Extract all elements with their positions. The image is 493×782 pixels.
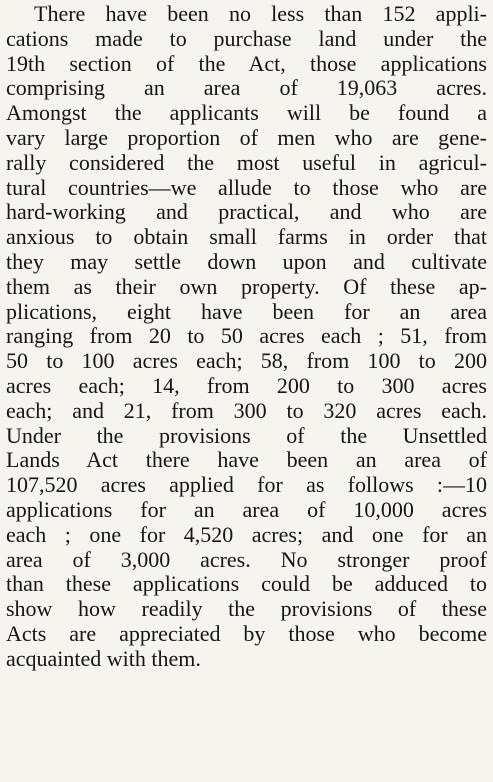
text-line-25: show how readily the provisions of these <box>6 597 487 622</box>
text-line-12: them as their own property. Of these ap- <box>6 274 487 299</box>
text-line-21: applications for an area of 10,000 acres <box>6 497 487 522</box>
text-line-13: plications, eight have been for an area <box>6 299 487 324</box>
text-line-14: ranging from 20 to 50 acres each ; 51, from <box>6 324 487 349</box>
article-paragraph <box>6 2 487 672</box>
text-line-10: anxious to obtain small farms in order that <box>6 225 487 250</box>
text-line-6: vary large proportion of men who are gene- <box>6 125 487 150</box>
text-line-24: than these applications could be adduced to <box>6 572 487 597</box>
text-line-5: Amongst the applicants will be found a <box>6 101 487 126</box>
text-line-4: comprising an area of 19,063 acres. <box>6 76 487 101</box>
text-line-20: 107,520 acres applied for as follows :—10 <box>6 473 487 498</box>
text-line-9: hard-working and practical, and who are <box>6 200 487 225</box>
text-line-17: each; and 21, from 300 to 320 acres each. <box>6 398 487 423</box>
text-line-7: rally considered the most useful in agricul- <box>6 150 487 175</box>
text-line-16: acres each; 14, from 200 to 300 acres <box>6 373 487 398</box>
text-line-22: each ; one for 4,520 acres; and one for an <box>6 522 487 547</box>
text-line-26: Acts are appreciated by those who become <box>6 621 487 646</box>
text-line-19: Lands Act there have been an area of <box>6 448 487 473</box>
text-line-8: tural countries—we allude to those who are <box>6 175 487 200</box>
text-line-18: Under the provisions of the Unsettled <box>6 423 487 448</box>
text-line-11: they may settle down upon and cultivate <box>6 249 487 274</box>
text-line-15: 50 to 100 acres each; 58, from 100 to 200 <box>6 349 487 374</box>
text-line-23: area of 3,000 acres. No stronger proof <box>6 547 487 572</box>
text-line-3: 19th section of the Act, those applications <box>6 51 487 76</box>
text-line-2: cations made to purchase land under the <box>6 26 487 51</box>
text-line-27: acquainted with them. <box>6 646 201 671</box>
text-line-1: There have been no less than 152 appli- <box>34 2 487 26</box>
